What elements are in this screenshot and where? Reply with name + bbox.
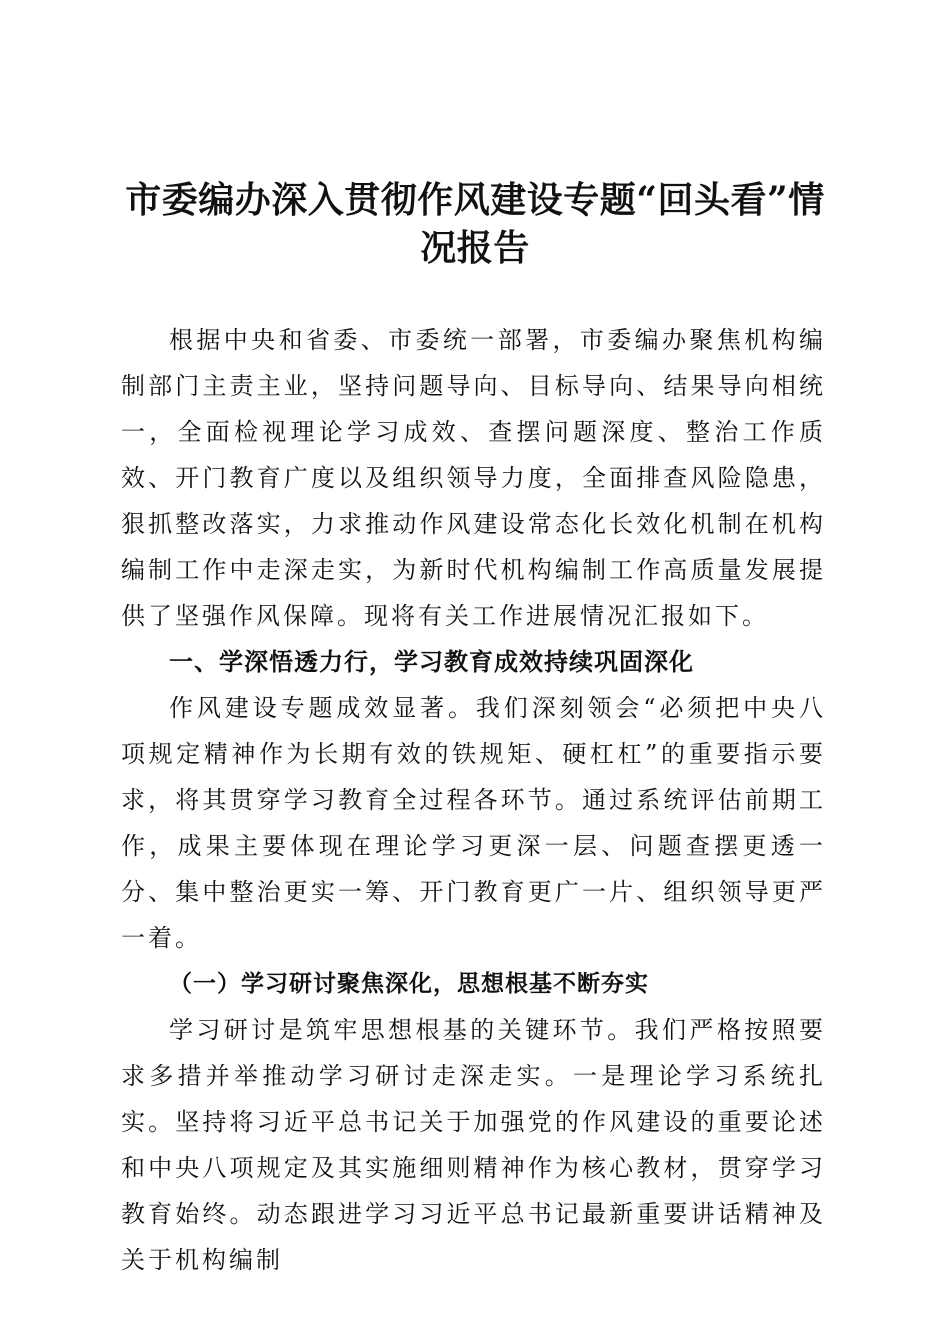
subsection-paragraph: 学习研讨是筑牢思想根基的关键环节。我们严格按照要求多措并举推动学习研讨走深走实。一是理论学习系统扎实。坚持将习近平总书记关于加强党的作风建设的重要论述和中央八项规定及其实施细则精神作为核心教材，贯穿学习教育始终。动态跟进学习习近平总书记最新重要讲话精神及关于机构编制 xyxy=(121,1016,826,1274)
section-heading: 一、学深悟透力行，学习教育成效持续巩固深化 xyxy=(169,648,694,676)
subsection-heading: （一）学习研讨聚焦深化，思想根基不断夯实 xyxy=(169,970,649,997)
section-paragraph: 作风建设专题成效显著。我们深刻领会“必须把中央八项规定精神作为长期有效的铁规矩、硬杠杠”的重要指示要求，将其贯穿学习教育全过程各环节。通过系统评估前期工作，成果主要体现在理论学习更深一层、问题查摆更透一分、集中整治更实一筹、开门教育更广一片、组织领导更严一着。 xyxy=(121,694,826,952)
intro-paragraph: 根据中央和省委、市委统一部署，市委编办聚焦机构编制部门主责主业，坚持问题导向、目标导向、结果导向相统一，全面检视理论学习成效、查摆问题深度、整治工作质效、开门教育广度以及组织领导力度，全面排查风险隐患，狠抓整改落实，力求推动作风建设常态化长效化机制在机构编制工作中走深走实，为新时代机构编制工作高质量发展提供了坚强作风保障。现将有关工作进展情况汇报如下。 xyxy=(121,326,826,630)
document-title: 市委编办深入贯彻作风建设专题“回头看”情况报告 xyxy=(125,179,825,269)
document-body xyxy=(121,317,826,1283)
